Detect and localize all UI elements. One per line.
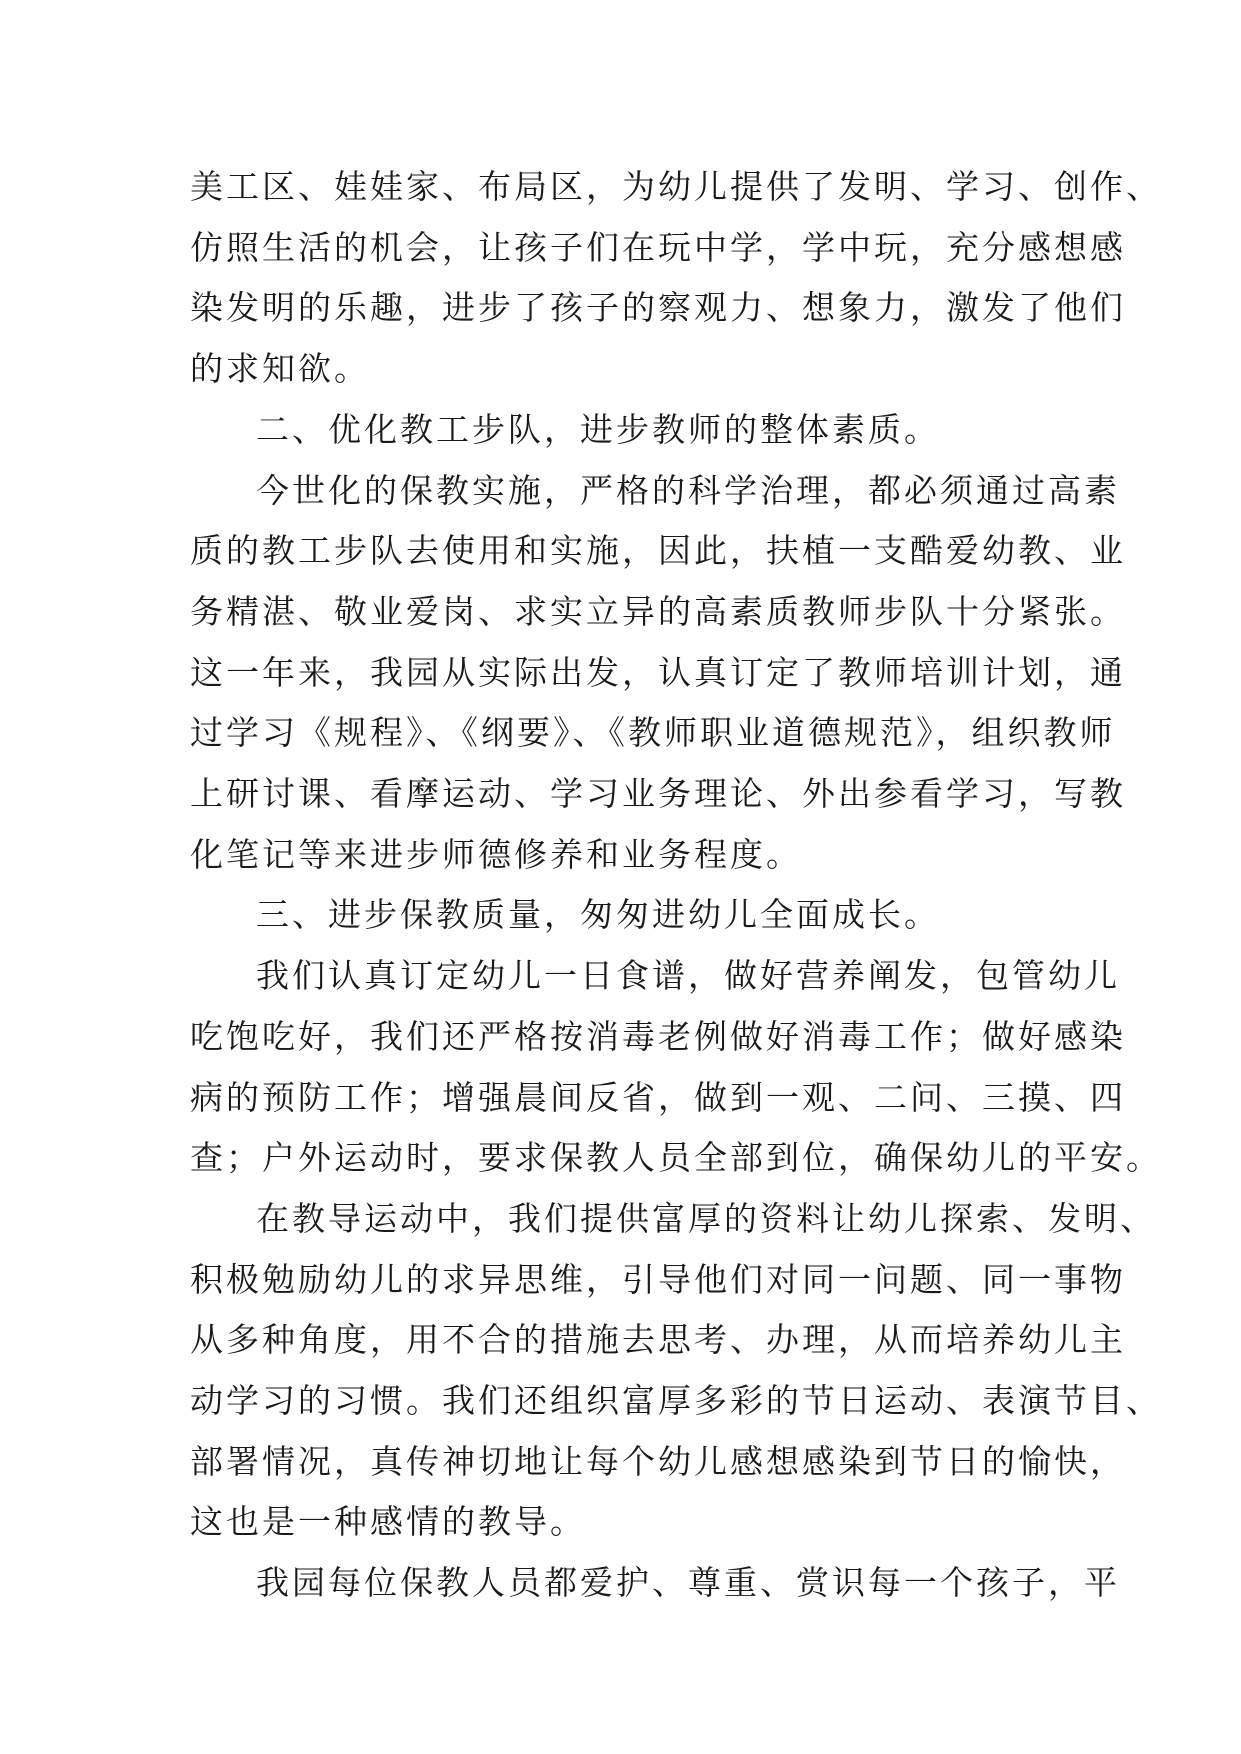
paragraph-respect-children bbox=[190, 1553, 1120, 1614]
text-line: 我们认真订定幼儿一日食谱，做好营养阐发，包管幼儿 bbox=[256, 956, 1120, 996]
text-line: 仿照生活的机会，让孩子们在玩中学，学中玩，充分感想感 bbox=[190, 227, 1126, 267]
section-heading-quality bbox=[190, 885, 1060, 946]
section-heading-staff bbox=[190, 400, 1060, 461]
text-line: 的求知欲。 bbox=[190, 349, 370, 389]
text-line: 二、优化教工步队，进步教师的整体素质。 bbox=[256, 409, 940, 449]
text-line: 查；户外运动时，要求保教人员全部到位，确保幼儿的平安。 bbox=[190, 1138, 1162, 1178]
document-body bbox=[190, 157, 1162, 1614]
text-line: 在教导运动中，我们提供富厚的资料让幼儿探索、发明、 bbox=[256, 1198, 1156, 1238]
paragraph-staff-training bbox=[190, 461, 1126, 886]
text-line: 上研讨课、看摩运动、学习业务理论、外出参看学习，写教 bbox=[190, 774, 1126, 814]
text-line: 吃饱吃好，我们还严格按消毒老例做好消毒工作；做好感染 bbox=[190, 1016, 1126, 1056]
text-line: 从多种角度，用不合的措施去思考、办理，从而培养幼儿主 bbox=[190, 1320, 1126, 1360]
text-line: 这一年来，我园从实际出发，认真订定了教师培训计划，通 bbox=[190, 652, 1126, 692]
text-line: 美工区、娃娃家、布局区，为幼儿提供了发明、学习、创作、 bbox=[190, 167, 1162, 206]
text-line: 染发明的乐趣，进步了孩子的察观力、想象力，激发了他们 bbox=[190, 288, 1126, 328]
text-line: 积极勉励幼儿的求异思维，引导他们对同一问题、同一事物 bbox=[190, 1259, 1126, 1299]
text-line: 动学习的习惯。我们还组织富厚多彩的节日运动、表演节目、 bbox=[190, 1381, 1162, 1421]
text-line: 三、进步保教质量，匆匆进幼儿全面成长。 bbox=[256, 895, 940, 935]
text-line: 病的预防工作；增强晨间反省，做到一观、二问、三摸、四 bbox=[190, 1077, 1126, 1117]
text-line: 化笔记等来进步师德修养和业务程度。 bbox=[190, 834, 802, 874]
text-line: 这也是一种感情的教导。 bbox=[190, 1502, 586, 1542]
text-line: 务精湛、敬业爱岗、求实立异的高素质教师步队十分紧张。 bbox=[190, 591, 1126, 631]
paragraph-education-activities bbox=[190, 1189, 1162, 1553]
text-line: 我园每位保教人员都爱护、尊重、赏识每一个孩子，平 bbox=[256, 1563, 1120, 1603]
text-line: 部署情况，真传神切地让每个幼儿感想感染到节日的愉快， bbox=[190, 1441, 1126, 1481]
paragraph-activity-areas bbox=[190, 157, 1162, 400]
text-line: 过学习《规程》、《纲要》、《教师职业道德规范》，组织教师 bbox=[190, 713, 1116, 753]
text-line: 质的教工步队去使用和实施，因此，扶植一支酷爱幼教、业 bbox=[190, 531, 1126, 571]
text-line: 今世化的保教实施，严格的科学治理，都必须通过高素 bbox=[256, 470, 1120, 510]
paragraph-nutrition-health bbox=[190, 946, 1162, 1189]
